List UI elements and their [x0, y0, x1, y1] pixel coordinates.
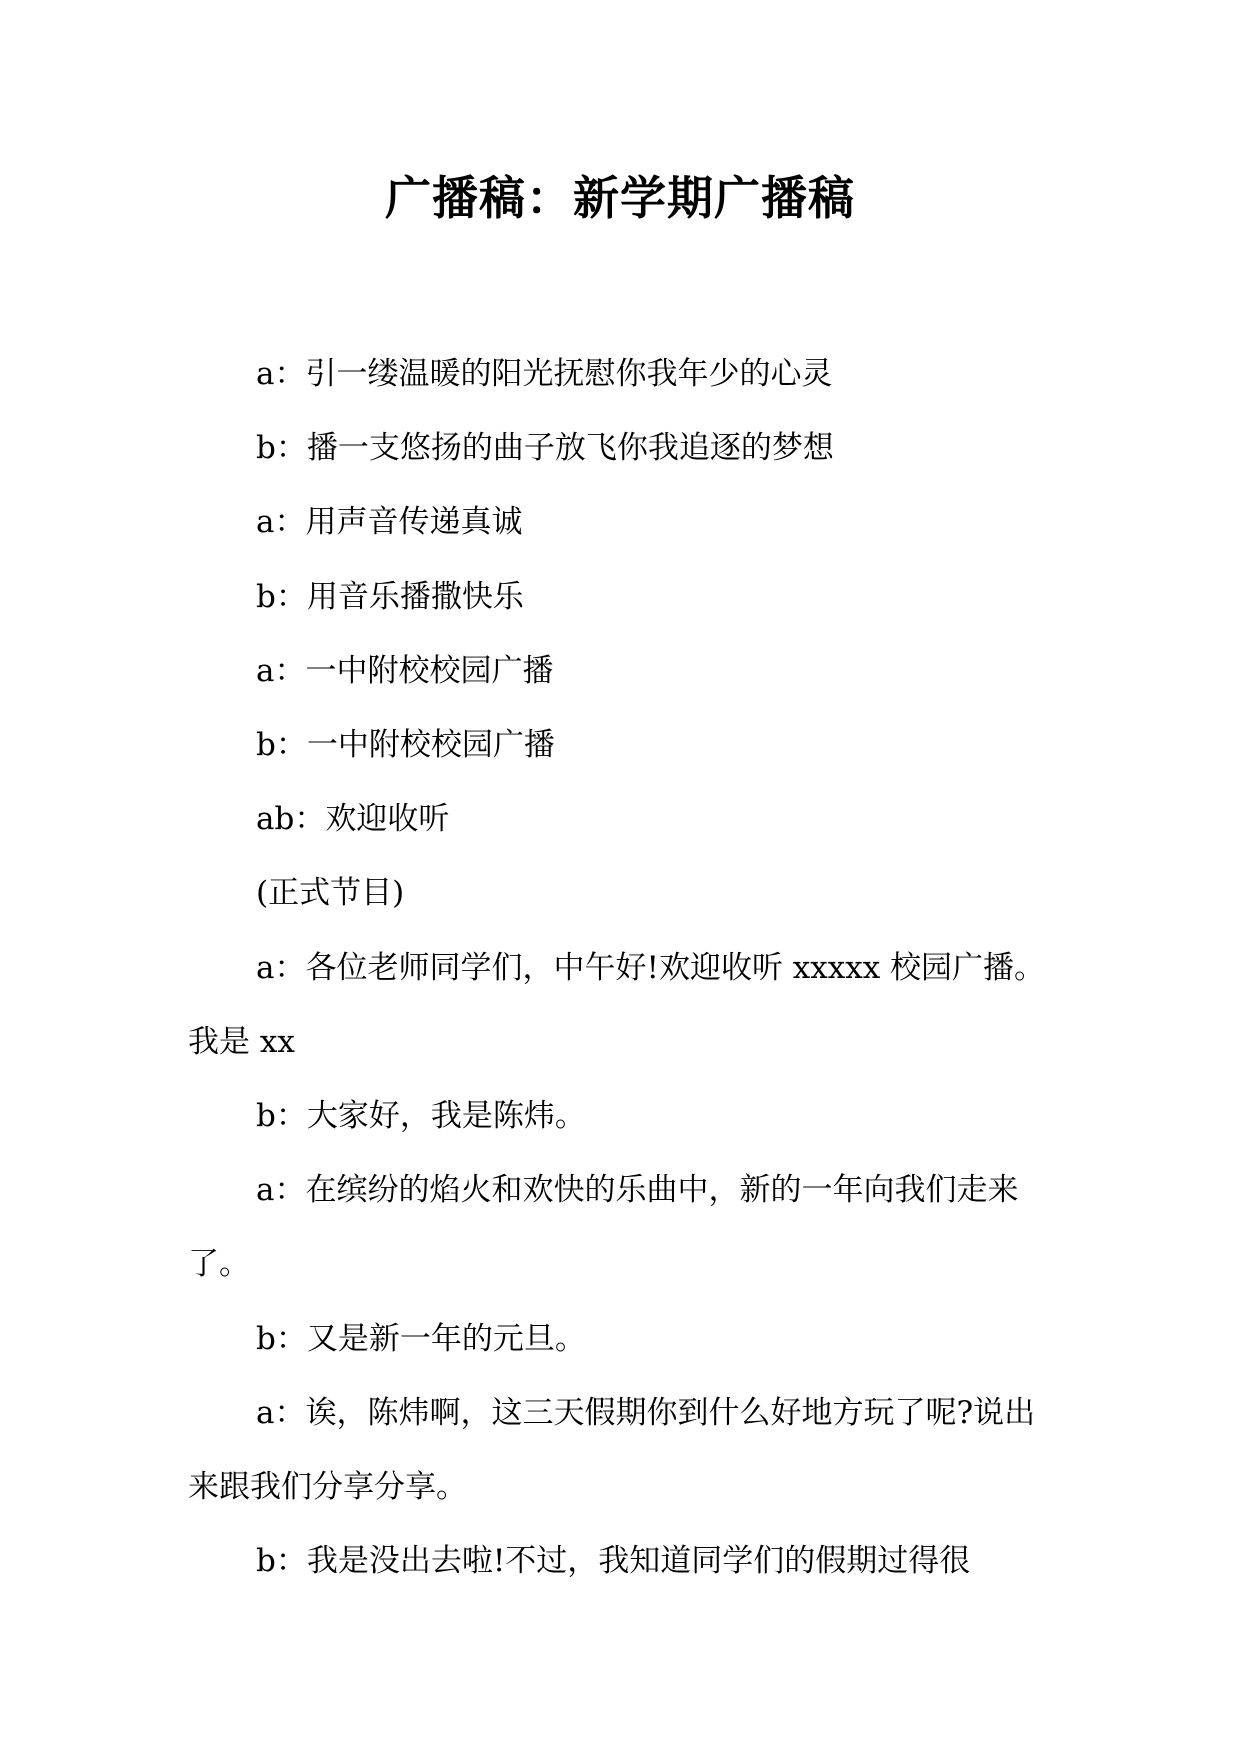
paragraph: a：诶，陈炜啊，这三天假期你到什么好地方玩了呢?说出来跟我们分享分享。	[188, 1394, 1036, 1506]
paragraph: a：在缤纷的焰火和欢快的乐曲中，新的一年向我们走来了。	[188, 1172, 1019, 1283]
paragraph: b：用音乐播撒快乐	[256, 578, 524, 615]
paragraph: b：一中附校校园广播	[256, 727, 555, 764]
paragraph: a：引一缕温暖的阳光抚慰你我年少的心灵	[256, 356, 833, 392]
paragraph: a：用声音传递真诚	[256, 504, 523, 541]
document-title: 广播稿：新学期广播稿	[385, 171, 855, 225]
paragraph: b：播一支悠扬的曲子放飞你我追逐的梦想	[256, 430, 834, 467]
paragraph: (正式节目)	[256, 875, 405, 912]
paragraph: a：一中附校校园广播	[256, 652, 554, 689]
paragraph: ab：欢迎收听	[256, 801, 450, 838]
paragraph: b：大家好，我是陈炜。	[256, 1098, 586, 1135]
paragraph: b：又是新一年的元旦。	[256, 1320, 586, 1357]
paragraph: b：我是没出去啦!不过，我知道同学们的假期过得很	[256, 1543, 971, 1580]
document-body	[188, 337, 1058, 1598]
paragraph: a：各位老师同学们，中午好!欢迎收听 xxxxx 校园广播。我是 xx	[188, 949, 1046, 1060]
